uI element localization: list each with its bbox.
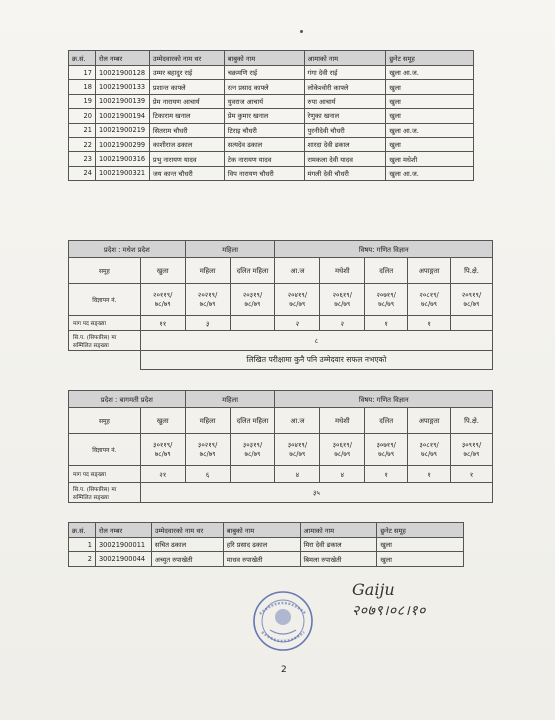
cell-name: सचित ढकाल (151, 538, 223, 552)
cell-roll: 10021900139 (95, 94, 149, 108)
col-header-roll: रोल नम्बर (95, 523, 151, 538)
cell-mother: बिमला रुपाखेती (300, 552, 377, 566)
posts-cell: १ (408, 316, 451, 331)
table-row (69, 552, 464, 566)
advert-cell: २०२१९/ ७८/७९ (185, 284, 230, 316)
col-header-group: छुनेट समूह (386, 51, 474, 66)
group-cell: मधेशी (320, 258, 365, 284)
table-row (69, 80, 474, 94)
cell-father: युवराज आचार्य (224, 94, 304, 108)
posts-cell: ४ (275, 466, 320, 483)
advert-cell: ३०८१९/ ७८/७९ (408, 434, 451, 466)
cell-mother: मंगली देवी चौधरी (304, 166, 386, 180)
group-cell: मधेशी (320, 408, 365, 434)
cell-mother: पुरनीदेवी चौधरी (304, 123, 386, 137)
cell-mother: लोकेश्वोरी काफ्ले (304, 80, 386, 94)
posts-label: माग पद सङ्ख्या (69, 466, 141, 483)
table-header-row (69, 523, 464, 538)
table-row (69, 94, 474, 108)
cell-roll: 10021900321 (95, 166, 149, 180)
advert-cell: ३०६१९/ ७८/७९ (320, 434, 365, 466)
col-header-mother: आमाको नाम (304, 51, 386, 66)
cell-name: प्रभु नारायण यादव (149, 152, 224, 166)
table-row (69, 137, 474, 151)
cell-group: खुला (377, 552, 464, 566)
cell-father: माधव रुपाखेती (223, 552, 300, 566)
group-cell: दलित (365, 258, 408, 284)
candidate-table-bagmati (68, 522, 464, 567)
mahila-header: महिला (185, 241, 275, 258)
posts-cell: १ (451, 466, 493, 483)
cell-roll: 30021900011 (95, 538, 151, 552)
posts-cell: ६ (185, 466, 230, 483)
posts-cell: १ (408, 466, 451, 483)
cell-name: उम्मर बहादुर राई (149, 66, 224, 80)
group-cell: अपाङ्गता (408, 408, 451, 434)
col-header-father: बाबुको नाम (224, 51, 304, 66)
table-row (69, 538, 464, 552)
cell-name: जय कान्त चौधरी (149, 166, 224, 180)
posts-row (69, 316, 493, 331)
posts-cell: १ (365, 316, 408, 331)
group-cell: महिला (185, 408, 230, 434)
posts-cell: २ (275, 316, 320, 331)
cell-group: खुला (386, 94, 474, 108)
cell-mother: रामकला देवी यादव (304, 152, 386, 166)
cell-sn: 17 (69, 66, 96, 80)
province-label: प्रदेश : बागमती प्रदेश (69, 391, 186, 408)
col-header-sn: क्र.सं. (69, 51, 96, 66)
group-cell: दलित महिला (230, 408, 275, 434)
advert-row (69, 434, 493, 466)
col-header-name: उम्मेदवारको नाम थर (151, 523, 223, 538)
posts-label: माग पद सङ्ख्या (69, 316, 141, 331)
advert-cell: २०७१९/ ७८/७९ (365, 284, 408, 316)
group-cell: आ.ज (275, 258, 320, 284)
official-seal (252, 590, 314, 652)
signature-name: Gaiju (352, 580, 395, 599)
cell-group: खुला आ.ज. (386, 123, 474, 137)
advert-cell: २०३१९/ ७८/७९ (230, 284, 275, 316)
posts-cell: ४ (320, 466, 365, 483)
no-candidate-note: लिखित परीक्षामा कुनै पनि उम्मेदवार सफल नभएको (140, 351, 492, 370)
sifaris-total: ८ (140, 331, 492, 351)
cell-name: टिकाराम खनाल (149, 109, 224, 123)
posts-cell (230, 466, 275, 483)
table-row (69, 166, 474, 180)
cell-roll: 10021900194 (95, 109, 149, 123)
cell-name: प्रेम नारायण आचार्य (149, 94, 224, 108)
posts-cell: २१ (140, 466, 185, 483)
sifaris-total: ३५ (140, 483, 492, 503)
table-row (69, 109, 474, 123)
group-cell: दलित महिला (230, 258, 275, 284)
advert-cell: ३०४१९/ ७८/७९ (275, 434, 320, 466)
group-cell: खुला (140, 408, 185, 434)
cell-father: प्रेम कुमार खनाल (224, 109, 304, 123)
cell-father: सत्यदेव ढकाल (224, 137, 304, 151)
group-cell: पि.क्षे. (451, 258, 493, 284)
col-header-roll: रोल नम्बर (95, 51, 149, 66)
cell-name: प्रशान्त काफ्ले (149, 80, 224, 94)
group-label: समूह (69, 258, 141, 284)
cell-sn: 2 (69, 552, 96, 566)
posts-cell: १ (365, 466, 408, 483)
advert-cell: २०११९/ ७८/७९ (140, 284, 185, 316)
group-cell: महिला (185, 258, 230, 284)
cell-name: अच्युत रुपाखेती (151, 552, 223, 566)
cell-father: चक्रमणि राई (224, 66, 304, 80)
cell-name: सितराम चौधरी (149, 123, 224, 137)
cell-father: हरि प्रसाद ढकाल (223, 538, 300, 552)
cell-father: टिराइ चौधरी (224, 123, 304, 137)
advert-cell: २०४१९/ ७८/७९ (275, 284, 320, 316)
table-row (69, 66, 474, 80)
cell-group: खुला आ.ज. (386, 66, 474, 80)
cell-group: खुला (386, 137, 474, 151)
cell-father: टेक नारायण यादव (224, 152, 304, 166)
group-cell: पि.क्षे. (451, 408, 493, 434)
cell-mother: रेणुका खनाल (304, 109, 386, 123)
col-header-group: छुनेट समूह (377, 523, 464, 538)
group-label: समूह (69, 408, 141, 434)
cell-father: विप नारायण चौधरी (224, 166, 304, 180)
signature-date: २०७९।०८।१० (352, 603, 426, 619)
subject-header: विषय: गणित विज्ञान (275, 241, 493, 258)
posts-cell: ११ (140, 316, 185, 331)
cell-group: खुला आ.ज. (386, 166, 474, 180)
group-cell: आ.ज (275, 408, 320, 434)
cell-sn: 18 (69, 80, 96, 94)
advert-cell: ३०९१९/ ७८/७९ (451, 434, 493, 466)
posts-cell: २ (320, 316, 365, 331)
advert-cell: ३०२१९/ ७८/७९ (185, 434, 230, 466)
province-label: प्रदेश : मधेश प्रदेश (69, 241, 186, 258)
sifaris-label: सि.प. (सिफारिस) मा सम्मिलित सङ्ख्या (69, 483, 141, 503)
cell-roll: 10021900128 (95, 66, 149, 80)
group-cell: दलित (365, 408, 408, 434)
col-header-father: बाबुको नाम (223, 523, 300, 538)
cell-roll: 30021900044 (95, 552, 151, 566)
group-cell: अपाङ्गता (408, 258, 451, 284)
seat-table-madhesh (68, 240, 493, 370)
cell-group: खुला (386, 80, 474, 94)
seat-table-bagmati (68, 390, 493, 503)
cell-name: काशीराज ढकाल (149, 137, 224, 151)
mahila-header: महिला (185, 391, 275, 408)
posts-row (69, 466, 493, 483)
sifaris-row (69, 331, 493, 351)
signature-block (352, 580, 426, 620)
cell-father: रत्न प्रसाद काफ्ले (224, 80, 304, 94)
cell-roll: 10021900219 (95, 123, 149, 137)
cell-group: खुला मधेशी (386, 152, 474, 166)
col-header-name: उम्मेदवारको नाम थर (149, 51, 224, 66)
page-number: 2 (281, 665, 287, 675)
cell-roll: 10021900133 (95, 80, 149, 94)
cell-roll: 10021900299 (95, 137, 149, 151)
advert-row (69, 284, 493, 316)
advert-cell: ३०३१९/ ७८/७९ (230, 434, 275, 466)
posts-cell (451, 316, 493, 331)
cell-sn: 20 (69, 109, 96, 123)
posts-cell (230, 316, 275, 331)
cell-mother: रुपा आचार्य (304, 94, 386, 108)
cell-sn: 24 (69, 166, 96, 180)
advert-label: विज्ञापन नं. (69, 284, 141, 316)
cell-group: खुला (377, 538, 464, 552)
candidate-table-madhesh (68, 50, 474, 181)
advert-cell: ३०११९/ ७८/७९ (140, 434, 185, 466)
posts-cell: ३ (185, 316, 230, 331)
cell-group: खुला (386, 109, 474, 123)
advert-cell: ३०७१९/ ७८/७९ (365, 434, 408, 466)
subject-header: विषय: गणित विज्ञान (275, 391, 493, 408)
cell-sn: 22 (69, 137, 96, 151)
table-header-row (69, 51, 474, 66)
table-row (69, 152, 474, 166)
advert-cell: २०९१९/ ७८/७९ (451, 284, 493, 316)
col-header-sn: क्र.सं. (69, 523, 96, 538)
cell-sn: 1 (69, 538, 96, 552)
group-cell: खुला (140, 258, 185, 284)
sifaris-label: सि.प. (सिफारिस) मा सम्मिलित सङ्ख्या (69, 331, 141, 351)
cell-mother: मिरा देवी ढकाल (300, 538, 377, 552)
cell-roll: 10021900316 (95, 152, 149, 166)
advert-cell: २०८१९/ ७८/७९ (408, 284, 451, 316)
note-row (69, 351, 493, 370)
cell-sn: 23 (69, 152, 96, 166)
table-row (69, 123, 474, 137)
sifaris-row (69, 483, 493, 503)
cell-mother: शारदा देवी ढकाल (304, 137, 386, 151)
advert-cell: २०६१९/ ७८/७९ (320, 284, 365, 316)
cell-sn: 19 (69, 94, 96, 108)
punch-dot (300, 30, 303, 33)
col-header-mother: आमाको नाम (300, 523, 377, 538)
cell-mother: गंगा देवी राई (304, 66, 386, 80)
advert-label: विज्ञापन नं. (69, 434, 141, 466)
cell-sn: 21 (69, 123, 96, 137)
